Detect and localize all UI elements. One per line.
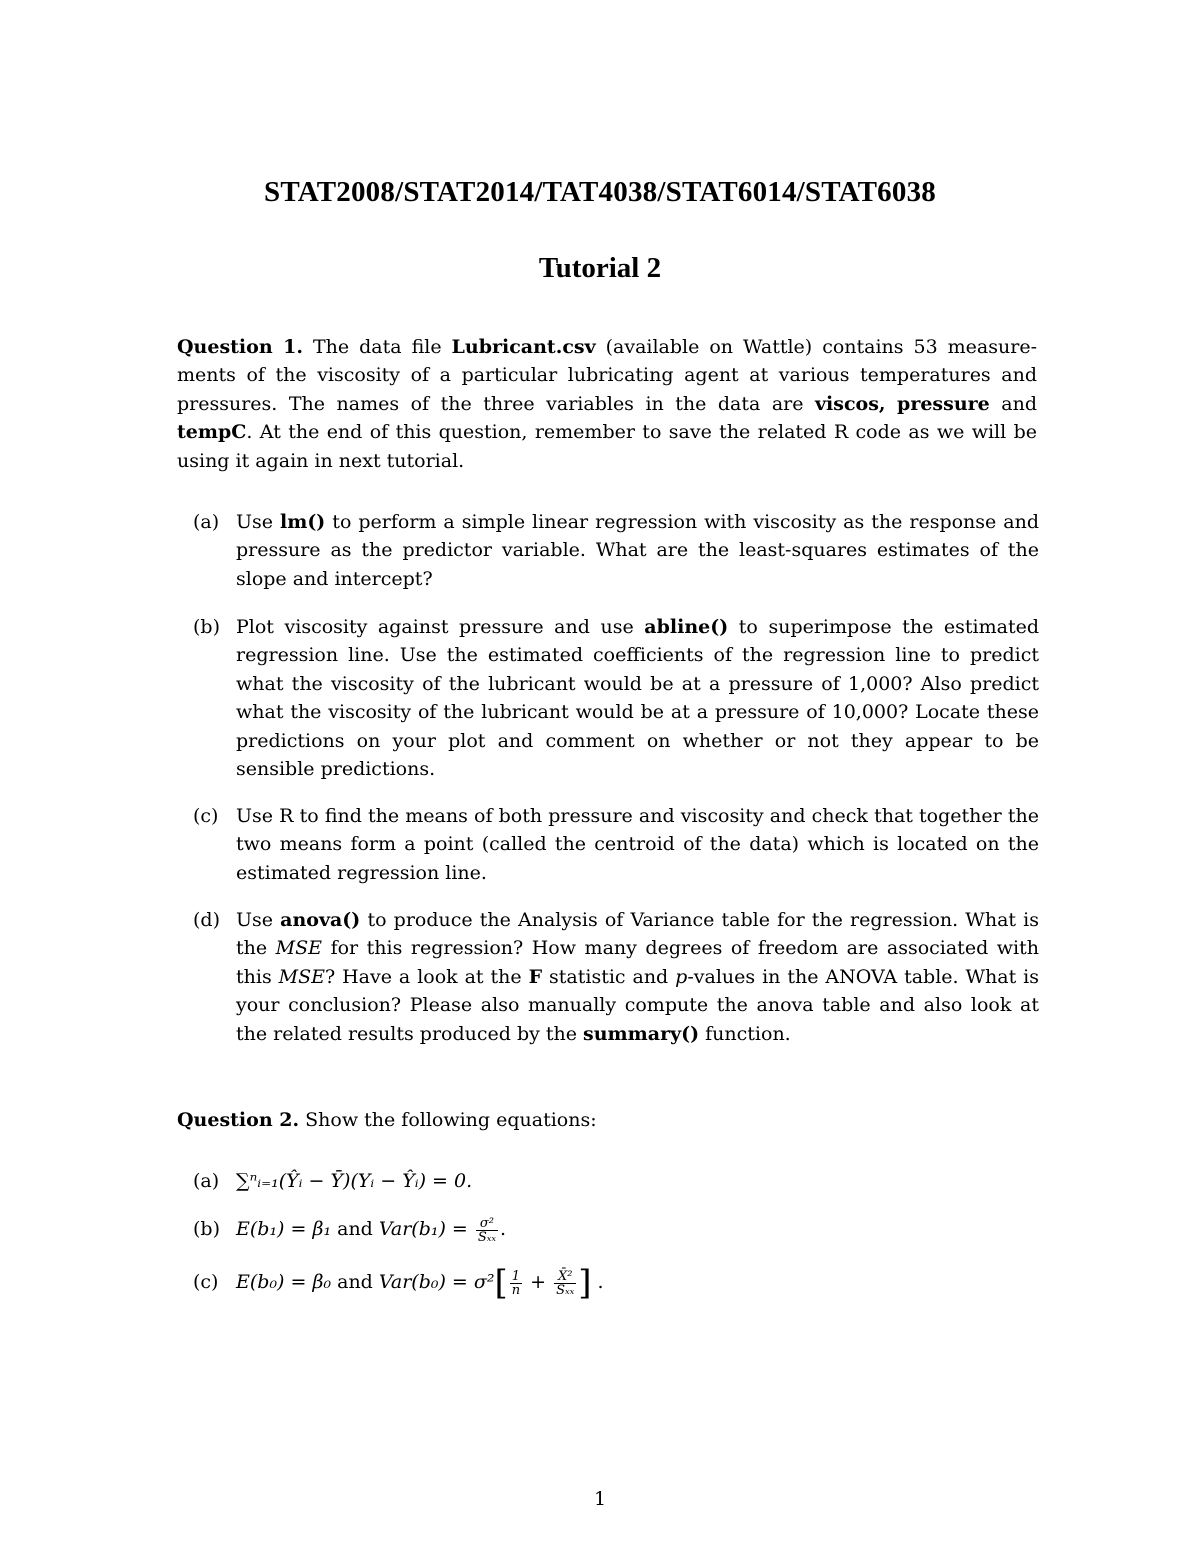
item-label: (a): [193, 511, 220, 533]
text: Show the following equations:: [299, 1109, 597, 1131]
text: .: [591, 1271, 604, 1293]
q2-eq-c: [193, 1263, 1039, 1303]
denominator: Sₓₓ: [477, 1229, 497, 1245]
var-pressure: pressure: [897, 392, 990, 415]
page-number: 1: [593, 1488, 607, 1510]
question-2-intro: [177, 1106, 1037, 1134]
question-2-label: Question 2.: [177, 1109, 300, 1131]
fn-anova: anova(): [280, 909, 361, 931]
numerator: 1: [510, 1270, 522, 1284]
course-codes: STAT2008/STAT2014/TAT4038/STAT6014/STAT6038: [264, 176, 936, 208]
q2-eq-b: [193, 1215, 1039, 1244]
text: -values in the ANOVA table. What is your conclusion? Please also manually compute the anova table and also look at the related results produced by the: [236, 965, 1039, 1045]
text: and: [989, 392, 1037, 415]
fn-lm: lm(): [280, 511, 326, 533]
item-label: (b): [193, 616, 220, 638]
text: ? Have a look at the: [324, 965, 529, 988]
q1-item-a: [193, 508, 1039, 593]
text: . At the end of this question, remember to save the related R code as we will be using it again in next tutorial.: [177, 421, 1037, 472]
f-stat: F: [528, 965, 543, 988]
question-1-intro: [177, 333, 1037, 475]
text: +: [524, 1271, 553, 1293]
fraction: [510, 1270, 522, 1297]
numerator: σ²: [476, 1217, 498, 1231]
denominator: Sₓₓ: [556, 1282, 575, 1298]
text: statistic and: [542, 965, 676, 988]
q1-item-d: [193, 906, 1039, 1048]
text: and: [331, 1218, 379, 1240]
file-name: Lubricant.csv: [451, 336, 596, 358]
equation: ∑ⁿᵢ₌₁(Ŷᵢ − Ȳ)(Yᵢ − Ŷᵢ) = 0.: [236, 1170, 473, 1192]
text: Plot viscosity against pressure and use: [236, 616, 645, 638]
var-tempc: tempC: [177, 421, 247, 444]
text: to produce the Analysis of Variance table for the regression. What is the: [236, 909, 1039, 960]
text: Use: [236, 909, 281, 931]
fraction: [554, 1270, 576, 1297]
equation-part: Var(b₀) = σ²: [378, 1271, 495, 1293]
text: function.: [699, 1022, 791, 1045]
tutorial-title: Tutorial 2: [538, 252, 662, 284]
mse: MSE: [275, 937, 323, 960]
text: to superimpose the estimated regression line. Use the estimated coefficients of the regression line to predict what the viscosity of the lubricant would be at a pressure of 1,000? Also predict what the viscosity of the lubricant would be at a pressure of 10,000? Locate these predictions on your plot and comment on whether or not they appear to be sensible predictions.: [236, 616, 1039, 781]
left-bracket: [: [494, 1263, 508, 1303]
text: to perform a simple linear regression with viscosity as the response and pressure as the predictor variable. What are the least-squares estimates of the slope and intercept?: [236, 511, 1039, 590]
q2-eq-a: [193, 1167, 1039, 1195]
mse: MSE: [278, 965, 325, 988]
question-1-label: Question 1.: [177, 336, 304, 358]
fraction: [476, 1217, 498, 1244]
equation-part: E(b₀) = β₀: [236, 1271, 332, 1293]
item-label: (c): [193, 1271, 219, 1293]
item-label: (d): [193, 909, 220, 931]
text: Use R to find the means of both pressure and viscosity and check that together the two means form a point (called the centroid of the data) which is located on the estimated regression line.: [236, 805, 1039, 884]
p-symbol: p: [675, 965, 688, 988]
text: Use: [236, 511, 280, 533]
equation-part: E(b₁) = β₁: [236, 1218, 332, 1240]
q1-item-b: [193, 613, 1039, 783]
right-bracket: ]: [578, 1263, 592, 1303]
text: The data file: [303, 336, 452, 358]
text: for this regression? How many degrees of freedom are associated with this: [236, 937, 1039, 988]
text: (available on Wattle) contains 53 measure-ments of the viscosity of a particular lubricating agent at various temperatures and pressures. The names of the three variables in the data are: [177, 336, 1037, 415]
item-label: (b): [193, 1218, 220, 1240]
text: [886, 393, 898, 415]
numerator: X̄²: [554, 1270, 576, 1284]
text: .: [500, 1218, 507, 1240]
denominator: n: [511, 1282, 521, 1298]
text: and: [331, 1271, 379, 1293]
fn-summary: summary(): [583, 1022, 700, 1045]
var-viscos: viscos,: [815, 392, 886, 415]
item-label: (c): [193, 805, 219, 827]
equation-part: Var(b₁) =: [378, 1218, 474, 1240]
q1-item-c: [193, 802, 1039, 887]
item-label: (a): [193, 1170, 220, 1192]
fn-abline: abline(): [644, 616, 729, 638]
